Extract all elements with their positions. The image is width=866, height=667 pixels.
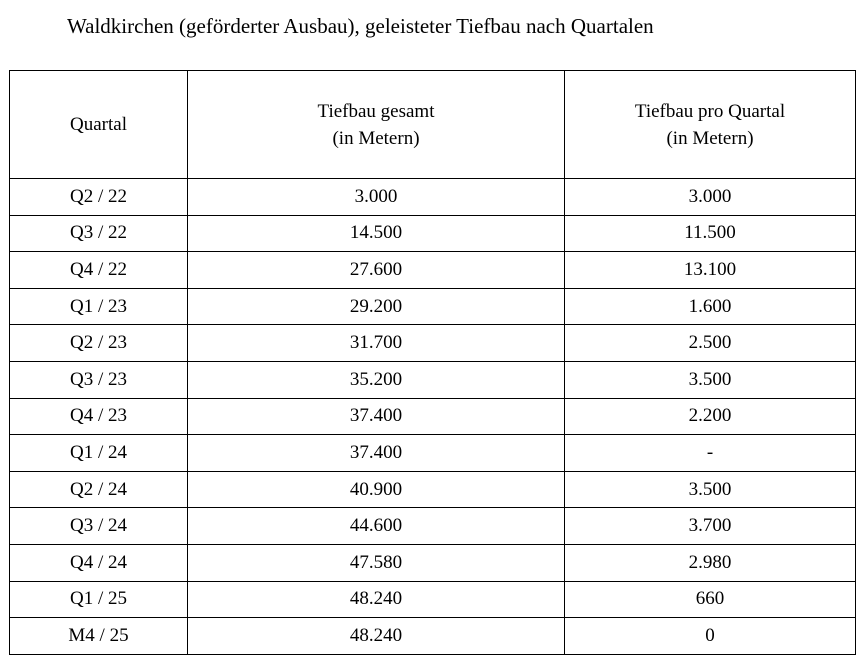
cell-tiefbau-pro-quartal: 3.000 [565,179,856,216]
cell-quartal: Q3 / 24 [10,508,188,545]
cell-tiefbau-pro-quartal: 3.500 [565,471,856,508]
table-header-row [10,71,856,179]
header-tiefbau-gesamt-unit: (in Metern) [332,127,420,149]
cell-quartal: Q4 / 23 [10,398,188,435]
cell-tiefbau-gesamt: 37.400 [188,435,565,472]
table-body [10,179,856,655]
cell-tiefbau-pro-quartal: 3.700 [565,508,856,545]
cell-quartal: Q1 / 23 [10,288,188,325]
table-row [10,252,856,289]
cell-tiefbau-gesamt: 3.000 [188,179,565,216]
cell-quartal: Q3 / 23 [10,361,188,398]
table-row [10,398,856,435]
table-row [10,435,856,472]
header-tiefbau-pro-quartal-label: Tiefbau pro Quartal [634,100,786,122]
cell-tiefbau-pro-quartal: 11.500 [565,215,856,252]
cell-tiefbau-pro-quartal: 0 [565,618,856,655]
table-row [10,618,856,655]
table-row [10,471,856,508]
cell-tiefbau-pro-quartal: 2.980 [565,544,856,581]
document-title: Waldkirchen (geförderter Ausbau), geleisteter Tiefbau nach Quartalen [67,14,654,38]
table-row [10,544,856,581]
cell-quartal: Q2 / 24 [10,471,188,508]
cell-quartal: Q4 / 22 [10,252,188,289]
header-tiefbau-pro-quartal [565,71,856,179]
cell-tiefbau-pro-quartal: 2.200 [565,398,856,435]
cell-tiefbau-gesamt: 47.580 [188,544,565,581]
cell-quartal: M4 / 25 [10,618,188,655]
cell-tiefbau-gesamt: 37.400 [188,398,565,435]
cell-tiefbau-gesamt: 48.240 [188,618,565,655]
data-table [9,70,856,655]
cell-quartal: Q2 / 22 [10,179,188,216]
header-quartal-label: Quartal [70,114,127,135]
header-quartal [10,71,188,179]
cell-quartal: Q1 / 25 [10,581,188,618]
header-tiefbau-pro-quartal-unit: (in Metern) [666,127,754,149]
cell-tiefbau-pro-quartal: 13.100 [565,252,856,289]
cell-tiefbau-pro-quartal: - [565,435,856,472]
table-row [10,288,856,325]
cell-tiefbau-gesamt: 44.600 [188,508,565,545]
cell-tiefbau-pro-quartal: 660 [565,581,856,618]
cell-tiefbau-gesamt: 48.240 [188,581,565,618]
cell-quartal: Q2 / 23 [10,325,188,362]
table-row [10,361,856,398]
table-row [10,179,856,216]
cell-tiefbau-gesamt: 31.700 [188,325,565,362]
cell-tiefbau-gesamt: 14.500 [188,215,565,252]
table-row [10,581,856,618]
cell-tiefbau-pro-quartal: 3.500 [565,361,856,398]
cell-tiefbau-pro-quartal: 1.600 [565,288,856,325]
table-row [10,325,856,362]
header-tiefbau-gesamt [188,71,565,179]
cell-quartal: Q3 / 22 [10,215,188,252]
cell-tiefbau-gesamt: 40.900 [188,471,565,508]
header-tiefbau-gesamt-label: Tiefbau gesamt [317,100,435,122]
cell-tiefbau-pro-quartal: 2.500 [565,325,856,362]
cell-tiefbau-gesamt: 27.600 [188,252,565,289]
cell-tiefbau-gesamt: 35.200 [188,361,565,398]
table-row [10,508,856,545]
cell-quartal: Q4 / 24 [10,544,188,581]
cell-quartal: Q1 / 24 [10,435,188,472]
table-row [10,215,856,252]
cell-tiefbau-gesamt: 29.200 [188,288,565,325]
